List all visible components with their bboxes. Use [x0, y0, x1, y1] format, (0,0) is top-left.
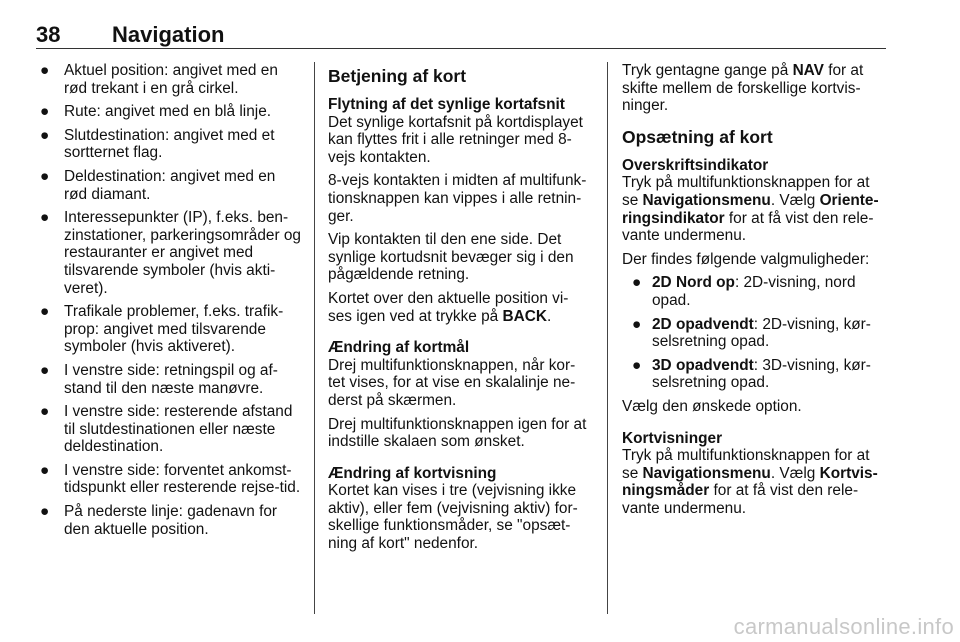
paragraph: Det synlige kortafsnit på kortdisplayet kan flyttes frit i alle retninger med 8-vejs kontakten.: [328, 113, 583, 166]
bullet-icon: ●: [40, 103, 50, 121]
paragraph: Der findes følgende valgmuligheder:: [622, 250, 870, 268]
paragraph: Tryk gentagne gange på NAV for at skifte mellem de forskellige kortvis‐ninger.: [622, 62, 864, 115]
list-item: ● Interessepunkter (IP), f.eks. ben‐zinstationer, parkeringsområder og restauranter er angivet med tilsvarende symboler (hvis akti‐veret).: [40, 209, 301, 297]
list-item: ● 3D opadvendt: 3D-visning, kør‐selsretning opad.: [632, 356, 871, 392]
paragraph: Drej multifunktionsknappen igen for at indstille skalaen som ønsket.: [328, 415, 587, 451]
list-item: ● I venstre side: retningspil og af‐stand til den næste manøvre.: [40, 361, 278, 397]
menu-name: Oriente‐ringsindikator: [622, 191, 879, 227]
column-divider: [314, 62, 315, 614]
paragraph: Drej multifunktionsknappen, når kor‐tet vises, for at vise en skalalinje ne‐derst på skærmen.: [328, 356, 576, 409]
page-header: [36, 18, 886, 49]
paragraph: Tryk på multifunktionsknappen for at se Navigationsmenu. Vælg Kortvis‐ningsmåder for at få vist den rele‐vante undermenu.: [622, 447, 878, 517]
subsection-title: Overskriftsindikator: [622, 156, 769, 174]
paragraph: Tryk på multifunktionsknappen for at se Navigationsmenu. Vælg Oriente‐ringsindikator for at få vist den rele‐vante undermenu.: [622, 174, 879, 245]
list-item: ● 2D opadvendt: 2D-visning, kør‐selsretning opad.: [632, 315, 871, 351]
menu-name: Navigationsmenu: [642, 464, 771, 482]
paragraph: Kortet kan vises i tre (vejvisning ikke aktiv), eller fem (vejvisning aktiv) for‐skellige funktionsmåder, se "opsæt‐ning af kort" nedenfor.: [328, 482, 578, 553]
subsection-title: Ændring af kortmål: [328, 339, 470, 357]
page-title: Navigation: [112, 22, 225, 47]
subsection-title: Kortvisninger: [622, 429, 723, 447]
menu-name: Navigationsmenu: [642, 191, 771, 209]
bullet-icon: ●: [40, 303, 50, 321]
button-name: NAV: [792, 62, 824, 79]
bullet-icon: ●: [632, 315, 642, 333]
list-item: ● Rute: angivet med en blå linje.: [40, 103, 272, 121]
column-divider: [607, 62, 608, 614]
paragraph: Kortet over den aktuelle position vi‐ses igen ved at trykke på BACK.: [328, 289, 569, 325]
bullet-icon: ●: [40, 167, 50, 185]
bullet-icon: ●: [40, 403, 50, 421]
column-middle: [328, 62, 592, 559]
list-item: ● 2D Nord op: 2D-visning, nord opad.: [632, 274, 856, 309]
menu-name: Kortvis‐ningsmåder: [622, 464, 878, 500]
page-number: 38: [36, 22, 61, 47]
paragraph: Vip kontakten til den ene side. Det synlige kortudsnit bevæger sig i den pågældende retning.: [328, 231, 574, 284]
bullet-icon: ●: [40, 503, 50, 521]
column-left: [36, 62, 302, 544]
bullet-icon: ●: [40, 361, 50, 379]
watermark: carmanualsonline.info: [733, 614, 954, 639]
list-item: ● I venstre side: resterende afstand til slutdestinationen eller næste deldestination.: [40, 403, 293, 456]
list-item: ● På nederste linje: gadenavn for den aktuelle position.: [40, 503, 278, 538]
section-heading: Opsætning af kort: [622, 126, 773, 147]
bullet-icon: ●: [632, 356, 642, 374]
paragraph: Vælg den ønskede option.: [622, 397, 802, 415]
list-item: ● Slutdestination: angivet med et sortternet flag.: [40, 126, 275, 162]
bullet-icon: ●: [632, 274, 642, 292]
list-item: ● Deldestination: angivet med en rød diamant.: [40, 167, 276, 203]
bullet-icon: ●: [40, 62, 50, 79]
subsection-title: Ændring af kortvisning: [328, 464, 497, 482]
bullet-icon: ●: [40, 126, 50, 144]
bullet-list: [36, 62, 302, 538]
bullet-icon: ●: [40, 209, 50, 227]
subsection-title: Flytning af det synlige kortafsnit: [328, 96, 565, 113]
column-right: [622, 62, 886, 523]
option-list: [622, 274, 886, 392]
list-item: ● Aktuel position: angivet med en rød trekant i en grå cirkel.: [40, 62, 278, 97]
bullet-icon: ●: [40, 461, 50, 479]
section-heading: Betjening af kort: [328, 66, 467, 86]
button-name: BACK: [502, 307, 547, 325]
list-item: ● I venstre side: forventet ankomst‐tidspunkt eller resterende rejse‐tid.: [40, 461, 301, 497]
paragraph: 8-vejs kontakten i midten af multifunk‐tionsknappen kan vippes i alle retnin‐ger.: [328, 172, 587, 225]
list-item: ● Trafikale problemer, f.eks. trafik‐prop: angivet med tilsvarende symboler (hvis aktiveret).: [40, 303, 284, 356]
